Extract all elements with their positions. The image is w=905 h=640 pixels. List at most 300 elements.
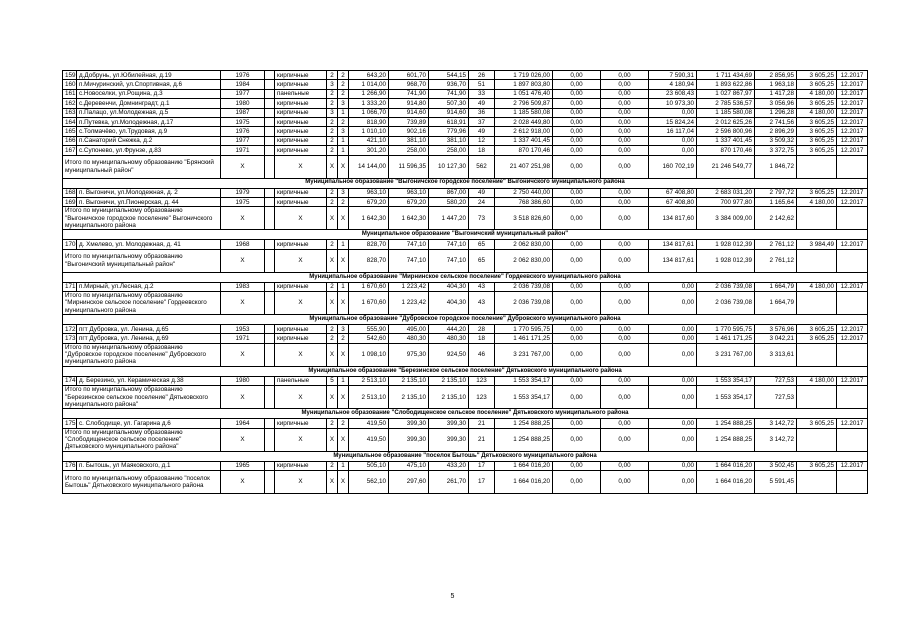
entrances-cell: 2 — [338, 117, 349, 126]
area-total-cell: 1 014,00 — [349, 80, 389, 89]
row-number: 171 — [63, 282, 77, 291]
cost-total-cell: 2 062 830,00 — [495, 249, 553, 272]
table-row — [63, 80, 868, 89]
year-cell: 1953 — [221, 325, 265, 334]
cost-budget-cell: 0,00 — [601, 428, 649, 451]
cost-local-cell: 0,00 — [649, 146, 697, 155]
table-row — [63, 419, 868, 428]
unit-cost-cell: 3 502,45 — [755, 461, 797, 470]
cost-local-cell: 0,00 — [649, 325, 697, 334]
residents-cell: 18 — [469, 146, 495, 155]
total-label: Итого по муниципальному образованию "Выгоничский муниципальный район" — [63, 249, 221, 272]
unit-limit-cell — [797, 249, 837, 272]
section-heading: Муниципальное образование "Березинское сельское поселение" Дятьковского муниципального района — [63, 366, 868, 376]
cost-local-cell: 0,00 — [649, 428, 697, 451]
material-cell: кирпичные — [275, 117, 327, 126]
spacer-cell — [265, 334, 275, 343]
cost-budget-cell: 0,00 — [601, 188, 649, 197]
cost-fund-cell: 0,00 — [553, 386, 601, 409]
unit-limit-cell — [797, 428, 837, 451]
total-label: Итого по муниципальному образованию "Березинское сельское поселение" Дятьковского муниципального района" — [63, 386, 221, 409]
table-row — [63, 146, 868, 155]
table-row — [63, 136, 868, 145]
cost-local-cell: 0,00 — [649, 471, 697, 494]
cost-total-cell: 1 770 595,75 — [495, 325, 553, 334]
unit-limit-cell: 4 180,00 — [797, 376, 837, 385]
spacer-cell — [265, 428, 275, 451]
unit-limit-cell — [797, 155, 837, 178]
table-row — [63, 117, 868, 126]
cost-local-cell: 0,00 — [649, 292, 697, 315]
cost-total-cell: 2 796 509,87 — [495, 99, 553, 108]
cost-total-cell: 1 337 401,45 — [495, 136, 553, 145]
area-residential-cell: 404,30 — [429, 282, 469, 291]
residents-cell: 49 — [469, 127, 495, 136]
residents-cell: 43 — [469, 292, 495, 315]
cost-budget-cell: 0,00 — [601, 146, 649, 155]
total-label: Итого по муниципальному образованию "Брянский муниципальный район" — [63, 155, 221, 178]
cost-fund-cell: 0,00 — [553, 282, 601, 291]
cost-local-cell: 23 608,43 — [649, 89, 697, 98]
area-residential-cell: 618,91 — [429, 117, 469, 126]
spacer-cell — [265, 343, 275, 366]
entrances-cell: 1 — [338, 376, 349, 385]
area-living-cell: 1 223,42 — [389, 292, 429, 315]
material-cell: кирпичные — [275, 99, 327, 108]
unit-limit-cell — [797, 386, 837, 409]
area-living-cell: 914,80 — [389, 99, 429, 108]
address-cell: д. Березино, ул. Керамическая д.38 — [77, 376, 221, 385]
address-cell: п.Мирный, ул.Лесная, д.2 — [77, 282, 221, 291]
cost-owners-cell: 1 664 016,20 — [697, 471, 755, 494]
table-row — [63, 108, 868, 117]
deadline-cell: 12.2017 — [837, 108, 868, 117]
residents-cell: 17 — [469, 461, 495, 470]
material-cell: панельные — [275, 376, 327, 385]
x-cell: X — [275, 207, 327, 230]
area-living-cell: 495,00 — [389, 325, 429, 334]
section-heading-row — [63, 230, 868, 240]
area-living-cell: 258,00 — [389, 146, 429, 155]
address-cell: п. Выгоничи, ул.Пионерская, д. 44 — [77, 197, 221, 206]
floors-cell: 2 — [327, 325, 338, 334]
area-total-cell: 419,50 — [349, 428, 389, 451]
residents-cell: 21 — [469, 428, 495, 451]
cost-owners-cell: 870 170,46 — [697, 146, 755, 155]
residents-cell: 36 — [469, 108, 495, 117]
deadline-cell: 12.2017 — [837, 146, 868, 155]
area-living-cell: 480,30 — [389, 334, 429, 343]
entrances-cell: 2 — [338, 197, 349, 206]
deadline-cell — [837, 292, 868, 315]
cost-budget-cell: 0,00 — [601, 155, 649, 178]
residents-cell: 49 — [469, 188, 495, 197]
address-cell: с. Слободище, ул. Гагарина д.6 — [77, 419, 221, 428]
area-living-cell: 679,20 — [389, 197, 429, 206]
unit-cost-cell: 2 896,29 — [755, 127, 797, 136]
row-number: 166 — [63, 136, 77, 145]
area-total-cell: 562,10 — [349, 471, 389, 494]
x-cell: X — [338, 249, 349, 272]
area-residential-cell: 867,00 — [429, 188, 469, 197]
year-cell: 1965 — [221, 461, 265, 470]
unit-limit-cell: 3 605,25 — [797, 146, 837, 155]
section-heading: Муниципальное образование "Слободищенское сельское поселение" Дятьковского муниципального района — [63, 409, 868, 419]
cost-budget-cell: 0,00 — [601, 376, 649, 385]
material-cell: панельные — [275, 89, 327, 98]
cost-total-cell: 1 461 171,25 — [495, 334, 553, 343]
cost-owners-cell: 1 770 595,75 — [697, 325, 755, 334]
cost-fund-cell: 0,00 — [553, 334, 601, 343]
cost-fund-cell: 0,00 — [553, 197, 601, 206]
address-cell: п.Путевка, ул.Молодежная, д.17 — [77, 117, 221, 126]
row-number: 164 — [63, 117, 77, 126]
residents-cell: 24 — [469, 197, 495, 206]
area-living-cell: 601,70 — [389, 71, 429, 80]
deadline-cell: 12.2017 — [837, 99, 868, 108]
table-row — [63, 461, 868, 470]
cost-local-cell: 15 824,24 — [649, 117, 697, 126]
cost-total-cell: 1 664 016,20 — [495, 461, 553, 470]
table-row — [63, 334, 868, 343]
x-cell: X — [221, 249, 265, 272]
deadline-cell: 12.2017 — [837, 376, 868, 385]
cost-total-cell: 2 036 739,08 — [495, 282, 553, 291]
unit-cost-cell: 3 576,96 — [755, 325, 797, 334]
year-cell: 1984 — [221, 80, 265, 89]
cost-owners-cell: 1 893 622,86 — [697, 80, 755, 89]
row-number: 161 — [63, 89, 77, 98]
cost-fund-cell: 0,00 — [553, 376, 601, 385]
cost-budget-cell: 0,00 — [601, 108, 649, 117]
unit-cost-cell: 3 142,72 — [755, 428, 797, 451]
address-cell: п. Бытошь, ул Маяковского, д.1 — [77, 461, 221, 470]
address-cell: пгт Дубровка, ул. Ленина, д.69 — [77, 334, 221, 343]
entrances-cell: 1 — [338, 461, 349, 470]
section-heading: Муниципальное образование "поселок Бытошь" Дятьковского муниципального района — [63, 451, 868, 461]
deadline-cell — [837, 428, 868, 451]
address-cell: пгт Дубровка, ул. Ленина, д.65 — [77, 325, 221, 334]
spacer-cell — [265, 292, 275, 315]
area-total-cell: 1 010,10 — [349, 127, 389, 136]
row-number: 165 — [63, 127, 77, 136]
cost-budget-cell: 0,00 — [601, 136, 649, 145]
total-label: Итого по муниципальному образованию "поселок Бытошь" Дятьковского муниципального района — [63, 471, 221, 494]
area-total-cell: 818,90 — [349, 117, 389, 126]
spacer-cell — [265, 188, 275, 197]
cost-fund-cell: 0,00 — [553, 428, 601, 451]
spacer-cell — [265, 80, 275, 89]
entrances-cell: 3 — [338, 127, 349, 136]
unit-limit-cell — [797, 471, 837, 494]
area-total-cell: 419,50 — [349, 419, 389, 428]
material-cell: кирпичные — [275, 80, 327, 89]
residents-cell: 43 — [469, 282, 495, 291]
area-living-cell: 747,10 — [389, 240, 429, 249]
table-row — [63, 197, 868, 206]
spacer-cell — [265, 146, 275, 155]
floors-cell: 2 — [327, 99, 338, 108]
spacer-cell — [265, 99, 275, 108]
material-cell: кирпичные — [275, 127, 327, 136]
section-heading: Муниципальное образование "Выгоничское городское поселение" Выгоничского муниципального района — [63, 178, 868, 188]
cost-owners-cell: 1 461 171,25 — [697, 334, 755, 343]
row-number: 172 — [63, 325, 77, 334]
area-living-cell: 11 596,35 — [389, 155, 429, 178]
total-row — [63, 292, 868, 315]
cost-budget-cell: 0,00 — [601, 197, 649, 206]
row-number: 174 — [63, 376, 77, 385]
unit-cost-cell: 2 856,95 — [755, 71, 797, 80]
table-body — [63, 71, 868, 494]
unit-cost-cell: 1 417,28 — [755, 89, 797, 98]
deadline-cell — [837, 386, 868, 409]
area-residential-cell: 2 135,10 — [429, 386, 469, 409]
cost-fund-cell: 0,00 — [553, 108, 601, 117]
cost-owners-cell: 2 683 031,20 — [697, 188, 755, 197]
row-number: 163 — [63, 108, 77, 117]
cost-total-cell: 1 897 803,80 — [495, 80, 553, 89]
unit-cost-cell: 2 797,72 — [755, 188, 797, 197]
area-total-cell: 1 642,30 — [349, 207, 389, 230]
cost-budget-cell: 0,00 — [601, 240, 649, 249]
spacer-cell — [265, 89, 275, 98]
area-living-cell: 2 135,10 — [389, 386, 429, 409]
x-cell: X — [327, 428, 338, 451]
year-cell: 1975 — [221, 197, 265, 206]
material-cell: кирпичные — [275, 146, 327, 155]
year-cell: 1979 — [221, 188, 265, 197]
housing-table — [62, 70, 868, 494]
spacer-cell — [265, 471, 275, 494]
residents-cell: 26 — [469, 71, 495, 80]
deadline-cell — [837, 471, 868, 494]
area-living-cell: 968,70 — [389, 80, 429, 89]
spacer-cell — [265, 117, 275, 126]
total-row — [63, 386, 868, 409]
cost-total-cell: 2 028 449,80 — [495, 117, 553, 126]
address-cell: п. Выгоничи, ул.Молодежная, д. 2 — [77, 188, 221, 197]
cost-fund-cell: 0,00 — [553, 146, 601, 155]
address-cell: п.Мичуринский, ул.Спортивная, д.6 — [77, 80, 221, 89]
spacer-cell — [265, 461, 275, 470]
spacer-cell — [265, 282, 275, 291]
total-label: Итого по муниципальному образованию "Дубровское городское поселение" Дубровского муниципального района — [63, 343, 221, 366]
total-label: Итого по муниципальному образованию "Мирнинское сельское поселение" Гордеевского муниципального района — [63, 292, 221, 315]
unit-limit-cell — [797, 207, 837, 230]
spacer-cell — [265, 136, 275, 145]
area-total-cell: 421,10 — [349, 136, 389, 145]
spacer-cell — [265, 419, 275, 428]
material-cell: кирпичные — [275, 71, 327, 80]
residents-cell: 65 — [469, 249, 495, 272]
floors-cell: 2 — [327, 117, 338, 126]
cost-owners-cell: 1 254 888,25 — [697, 428, 755, 451]
deadline-cell: 12.2017 — [837, 89, 868, 98]
unit-limit-cell: 4 180,00 — [797, 282, 837, 291]
total-row — [63, 428, 868, 451]
area-living-cell: 902,16 — [389, 127, 429, 136]
unit-limit-cell: 3 605,25 — [797, 334, 837, 343]
cost-total-cell: 3 518 826,60 — [495, 207, 553, 230]
residents-cell: 21 — [469, 419, 495, 428]
unit-limit-cell: 4 180,00 — [797, 89, 837, 98]
area-total-cell: 542,60 — [349, 334, 389, 343]
cost-local-cell: 0,00 — [649, 386, 697, 409]
cost-budget-cell: 0,00 — [601, 325, 649, 334]
spacer-cell — [265, 240, 275, 249]
cost-fund-cell: 0,00 — [553, 461, 601, 470]
cost-budget-cell: 0,00 — [601, 461, 649, 470]
entrances-cell: 1 — [338, 282, 349, 291]
x-cell: X — [327, 386, 338, 409]
cost-fund-cell: 0,00 — [553, 207, 601, 230]
area-living-cell: 975,30 — [389, 343, 429, 366]
area-residential-cell: 399,30 — [429, 428, 469, 451]
unit-cost-cell: 2 761,12 — [755, 240, 797, 249]
entrances-cell: 3 — [338, 188, 349, 197]
unit-cost-cell: 2 761,12 — [755, 249, 797, 272]
area-total-cell: 2 513,10 — [349, 386, 389, 409]
entrances-cell: 1 — [338, 136, 349, 145]
cost-total-cell: 3 231 767,00 — [495, 343, 553, 366]
spacer-cell — [265, 108, 275, 117]
residents-cell: 12 — [469, 136, 495, 145]
year-cell: 1977 — [221, 89, 265, 98]
residents-cell: 37 — [469, 117, 495, 126]
area-total-cell: 679,20 — [349, 197, 389, 206]
table-row — [63, 376, 868, 385]
total-row — [63, 155, 868, 178]
material-cell: кирпичные — [275, 108, 327, 117]
section-heading-row — [63, 272, 868, 282]
area-living-cell: 741,90 — [389, 89, 429, 98]
x-cell: X — [327, 343, 338, 366]
x-cell: X — [275, 386, 327, 409]
unit-limit-cell: 4 180,00 — [797, 108, 837, 117]
cost-total-cell: 2 612 918,00 — [495, 127, 553, 136]
table-row — [63, 188, 868, 197]
cost-total-cell: 2 036 739,08 — [495, 292, 553, 315]
area-residential-cell: 444,20 — [429, 325, 469, 334]
cost-fund-cell: 0,00 — [553, 240, 601, 249]
x-cell: X — [338, 292, 349, 315]
area-total-cell: 1 098,10 — [349, 343, 389, 366]
area-total-cell: 828,70 — [349, 240, 389, 249]
unit-cost-cell: 2 142,62 — [755, 207, 797, 230]
cost-total-cell: 768 386,60 — [495, 197, 553, 206]
area-total-cell: 555,90 — [349, 325, 389, 334]
row-number: 162 — [63, 99, 77, 108]
spacer-cell — [265, 386, 275, 409]
cost-fund-cell: 0,00 — [553, 471, 601, 494]
cost-local-cell: 7 590,31 — [649, 71, 697, 80]
row-number: 160 — [63, 80, 77, 89]
floors-cell: 3 — [327, 108, 338, 117]
year-cell: 1976 — [221, 71, 265, 80]
residents-cell: 65 — [469, 240, 495, 249]
spacer-cell — [265, 325, 275, 334]
area-residential-cell: 580,20 — [429, 197, 469, 206]
area-residential-cell: 261,70 — [429, 471, 469, 494]
area-residential-cell: 741,90 — [429, 89, 469, 98]
cost-budget-cell: 0,00 — [601, 207, 649, 230]
area-residential-cell: 747,10 — [429, 240, 469, 249]
area-residential-cell: 258,00 — [429, 146, 469, 155]
unit-limit-cell: 3 984,49 — [797, 240, 837, 249]
area-residential-cell: 399,30 — [429, 419, 469, 428]
unit-limit-cell: 3 605,25 — [797, 136, 837, 145]
unit-limit-cell — [797, 343, 837, 366]
cost-owners-cell: 1 185 580,08 — [697, 108, 755, 117]
deadline-cell — [837, 343, 868, 366]
area-residential-cell: 936,70 — [429, 80, 469, 89]
cost-local-cell: 16 117,04 — [649, 127, 697, 136]
unit-cost-cell: 3 056,96 — [755, 99, 797, 108]
cost-owners-cell: 1 337 401,45 — [697, 136, 755, 145]
area-living-cell: 381,10 — [389, 136, 429, 145]
deadline-cell: 12.2017 — [837, 80, 868, 89]
unit-cost-cell: 1 664,79 — [755, 282, 797, 291]
deadline-cell: 12.2017 — [837, 127, 868, 136]
area-living-cell: 963,10 — [389, 188, 429, 197]
cost-owners-cell: 1 664 016,20 — [697, 461, 755, 470]
address-cell: д. Хмелево, ул. Молодежная, д. 41 — [77, 240, 221, 249]
deadline-cell: 12.2017 — [837, 334, 868, 343]
unit-cost-cell: 1 165,64 — [755, 197, 797, 206]
cost-total-cell: 1 664 016,20 — [495, 471, 553, 494]
entrances-cell: 3 — [338, 99, 349, 108]
area-living-cell: 1 642,30 — [389, 207, 429, 230]
cost-fund-cell: 0,00 — [553, 155, 601, 178]
floors-cell: 2 — [327, 136, 338, 145]
area-total-cell: 2 513,10 — [349, 376, 389, 385]
area-total-cell: 828,70 — [349, 249, 389, 272]
unit-cost-cell: 727,53 — [755, 386, 797, 409]
cost-total-cell: 1 051 476,40 — [495, 89, 553, 98]
x-cell: X — [221, 292, 265, 315]
area-total-cell: 1 670,60 — [349, 292, 389, 315]
x-cell: X — [275, 471, 327, 494]
floors-cell: 2 — [327, 89, 338, 98]
cost-owners-cell: 3 384 009,00 — [697, 207, 755, 230]
entrances-cell: 3 — [338, 325, 349, 334]
cost-owners-cell: 1 553 354,17 — [697, 376, 755, 385]
row-number: 169 — [63, 197, 77, 206]
cost-owners-cell: 1 711 434,69 — [697, 71, 755, 80]
cost-fund-cell: 0,00 — [553, 249, 601, 272]
x-cell: X — [338, 428, 349, 451]
area-living-cell: 297,60 — [389, 471, 429, 494]
area-residential-cell: 924,50 — [429, 343, 469, 366]
cost-local-cell: 0,00 — [649, 461, 697, 470]
material-cell: кирпичные — [275, 325, 327, 334]
unit-cost-cell: 1 846,72 — [755, 155, 797, 178]
cost-budget-cell: 0,00 — [601, 343, 649, 366]
unit-cost-cell: 727,53 — [755, 376, 797, 385]
cost-local-cell: 4 180,94 — [649, 80, 697, 89]
cost-fund-cell: 0,00 — [553, 117, 601, 126]
x-cell: X — [338, 386, 349, 409]
year-cell: 1976 — [221, 127, 265, 136]
cost-budget-cell: 0,00 — [601, 386, 649, 409]
row-number: 159 — [63, 71, 77, 80]
cost-local-cell: 134 817,61 — [649, 249, 697, 272]
cost-local-cell: 0,00 — [649, 334, 697, 343]
entrances-cell: 1 — [338, 108, 349, 117]
spacer-cell — [265, 197, 275, 206]
cost-local-cell: 67 408,80 — [649, 197, 697, 206]
